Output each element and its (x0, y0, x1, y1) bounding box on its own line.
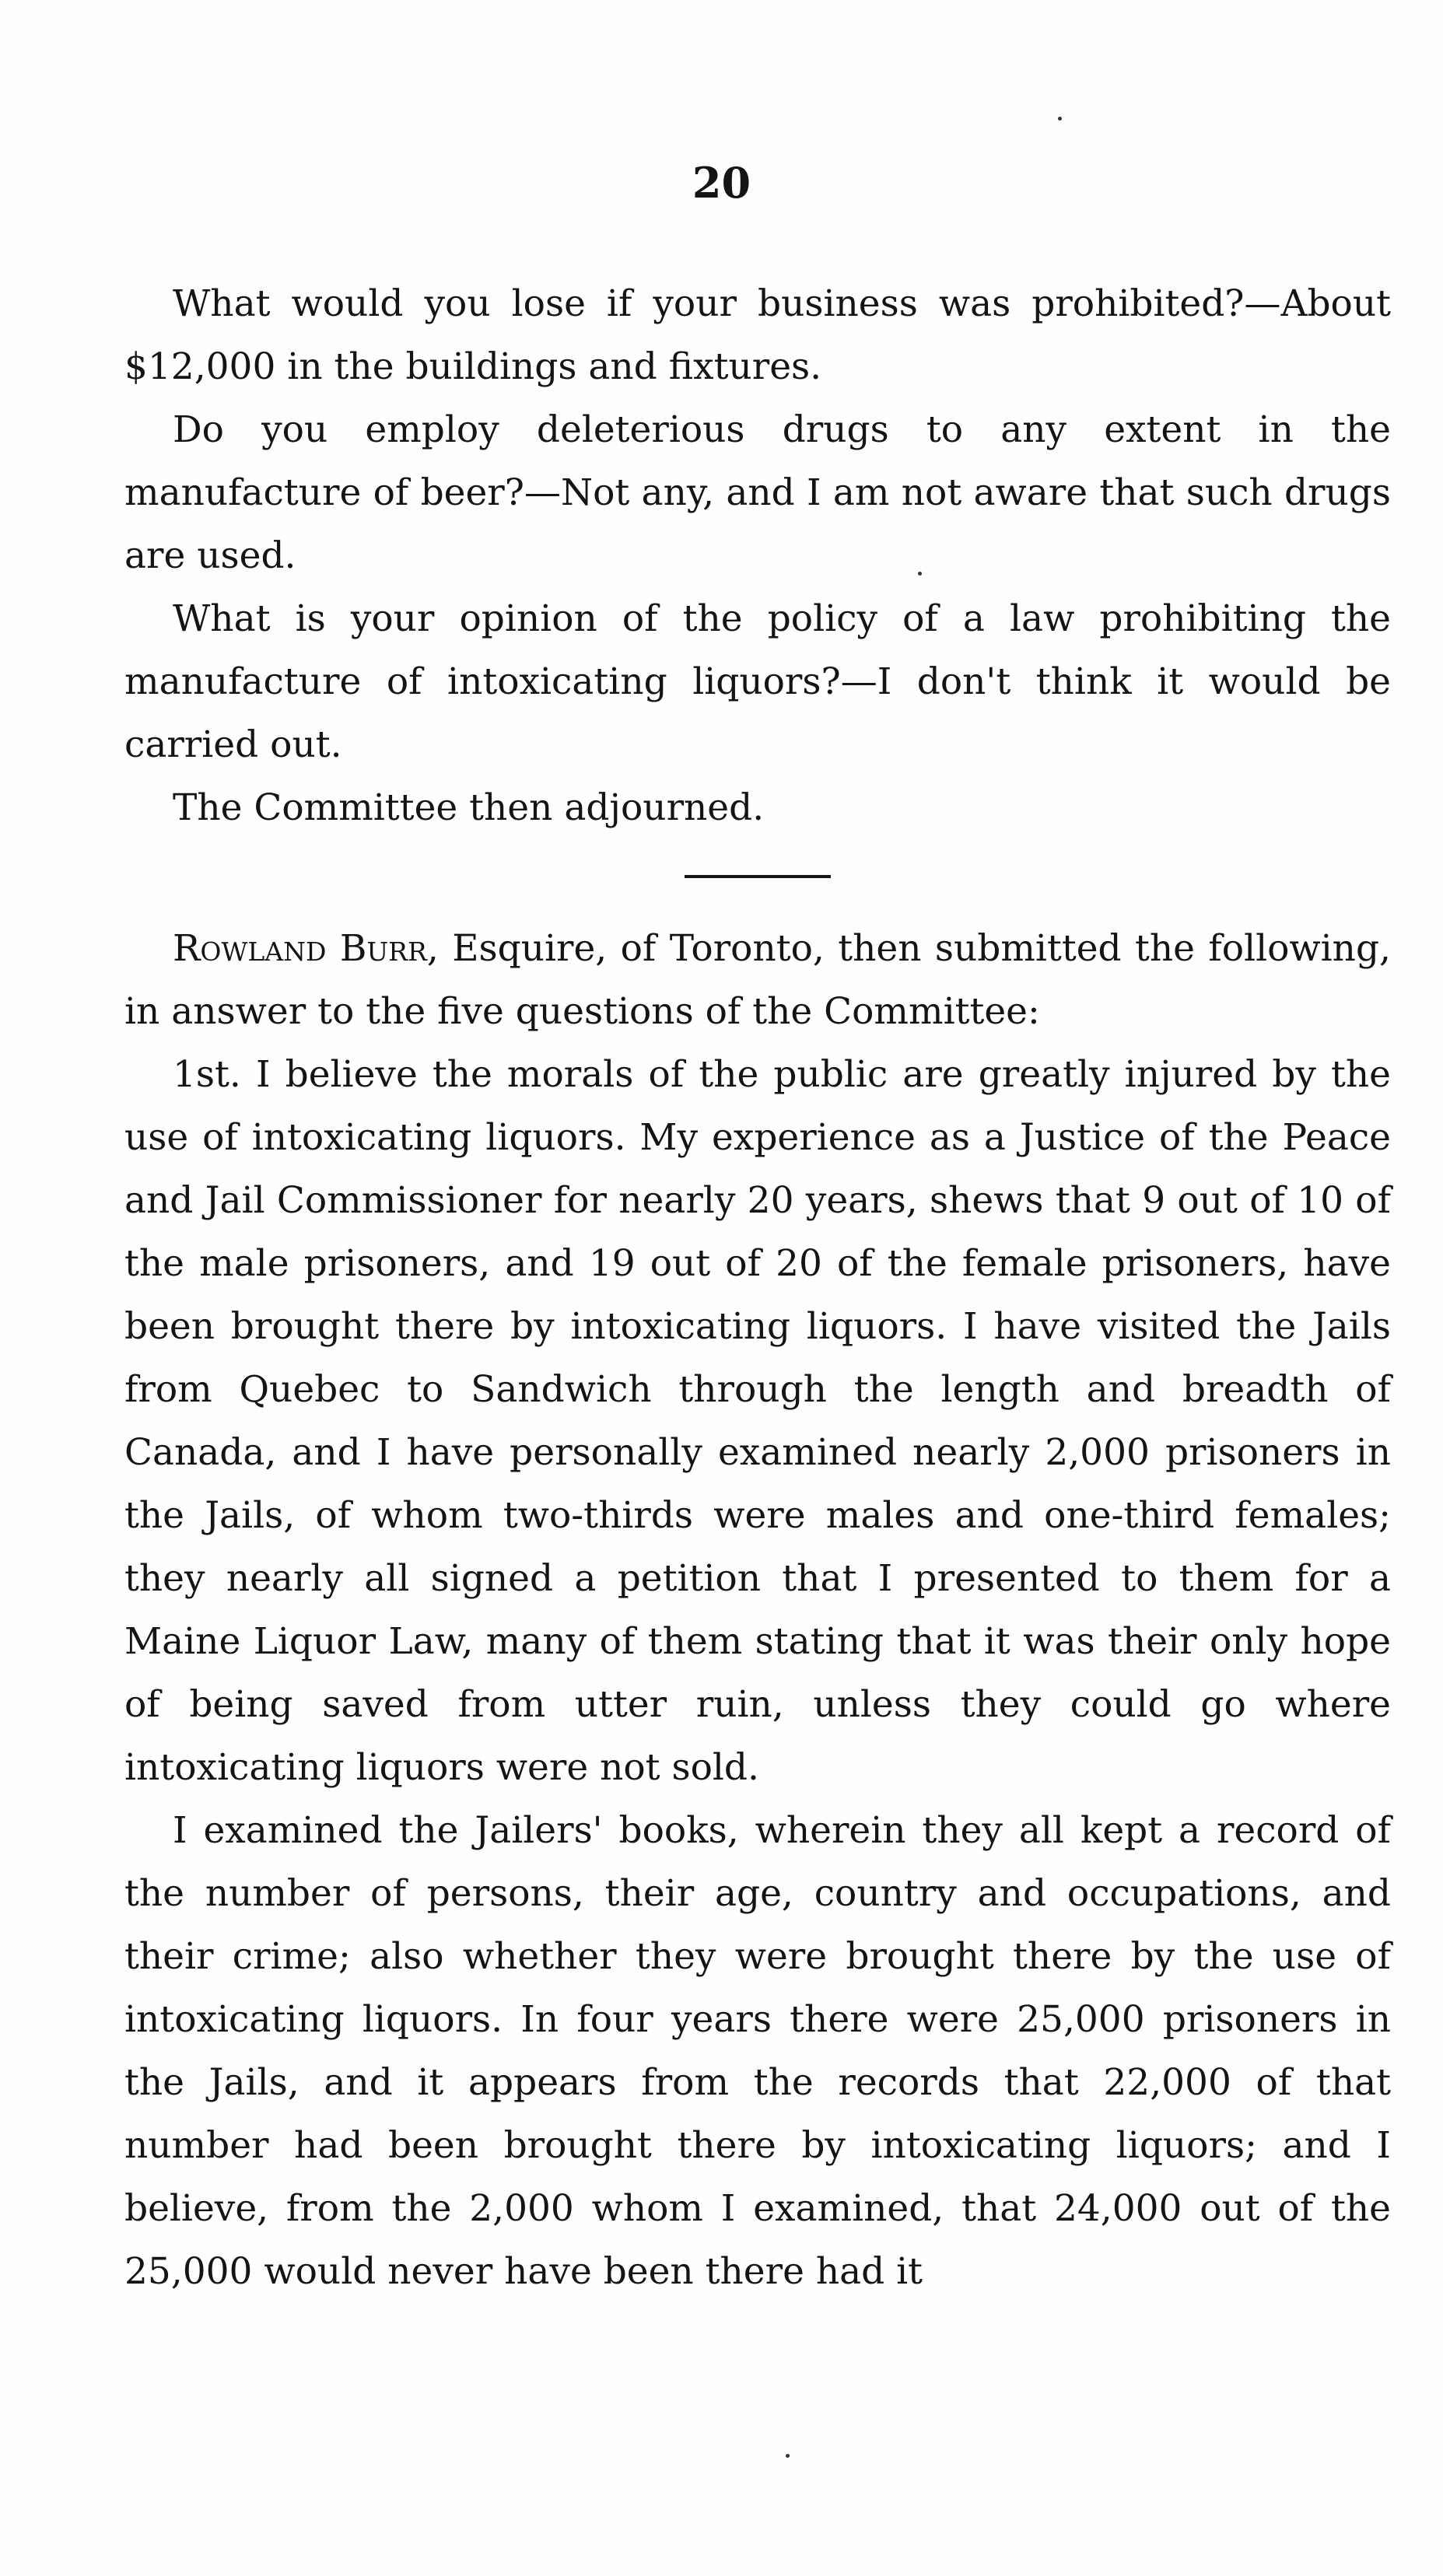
paragraph: Do you employ deleterious drugs to any extent in the manufacture of beer?—Not any, and I am not aware that such drugs are used. (124, 408, 1391, 577)
paragraph: The Committee then adjourned. (173, 786, 765, 829)
paragraph: What is your opinion of the policy of a law prohibiting the manufacture of intoxicating liquors?—I don't think it would be carried out. (124, 597, 1391, 766)
paragraph: I examined the Jailers' books, wherein they all kept a record of the number of persons, their age, country and occupations, and their crime; also whether they were brought there by the use of intoxicating liquors. In four years there were 25,000 prisoners in the Jails, and it appears from the records that 22,000 of that number had been brought there by intoxicating liquors; and I believe, from the 2,000 whom I examined, that 24,000 out of the 25,000 would never have been there had it (124, 1809, 1391, 2293)
speaker-name: Rowland Burr, (173, 927, 439, 970)
paragraph-burr-intro (124, 917, 1391, 1043)
page-number: 20 (692, 158, 751, 208)
body-text (124, 272, 1391, 2303)
paragraph: 1st. I believe the morals of the public are greatly injured by the use of intoxicating liquors. My experience as a Justice of the Peace and Jail Commissioner for nearly 20 years, shews that 9 out of 10 of the male prisoners, and 19 out of 20 of the female prisoners, have been brought there by intoxicating liquors. I have visited the Jails from Quebec to Sandwich through the length and breadth of Canada, and I have personally examined nearly 2,000 prisoners in the Jails, of whom two-thirds were males and one-third females; they nearly all signed a petition that I presented to them for a Maine Liquor Law, many of them stating that it was their only hope of being saved from utter ruin, unless they could go where intoxicating liquors were not sold. (124, 1053, 1391, 1789)
paragraph: What would you lose if your business was prohibited?—About $12,000 in the buildings and fixtures. (124, 282, 1391, 388)
print-speck (1058, 117, 1062, 121)
print-speck (786, 2454, 790, 2458)
section-divider (685, 875, 831, 878)
paragraph-text: Esquire, of Toronto, then submitted the following, in answer to the five questions of the Committee: (124, 927, 1391, 1033)
